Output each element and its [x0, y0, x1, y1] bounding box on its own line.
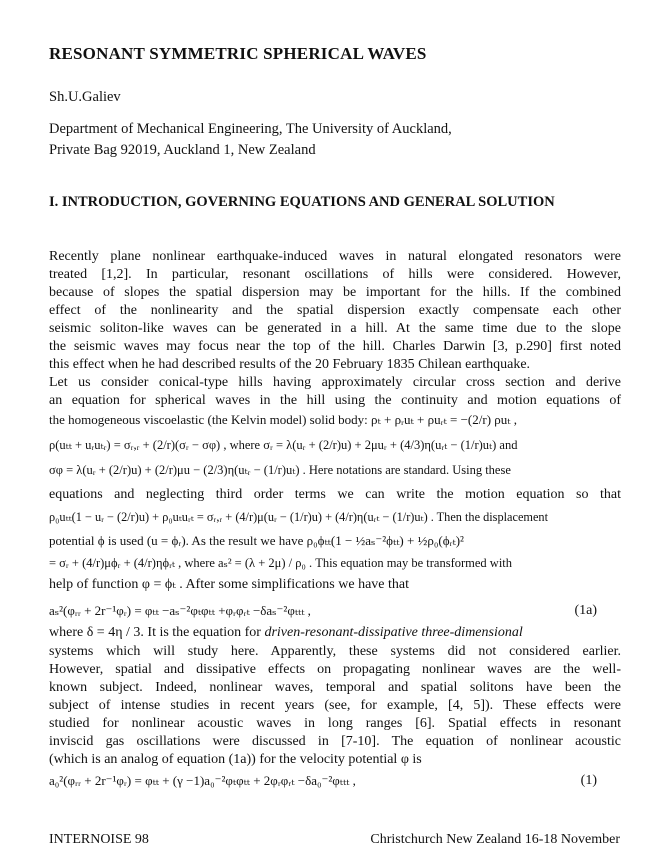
body-line-math: potential ϕ is used (u = ϕᵣ). As the result we have ρ₀ϕₜₜ(1 − ½aₛ⁻²ϕₜₜ) + ½ρ₀(ϕᵣₜ)²: [49, 533, 464, 548]
body-line: an equation for spherical waves in the hill using the continuity and motion equations of: [49, 393, 621, 408]
body-line: this effect when he had described results of the 20 February 1835 Chilean earthquake.: [49, 357, 531, 372]
body-line: subject of intense studies in recent years (see, for example, [4, 5]). These effects were: [49, 698, 621, 713]
paper-title: RESONANT SYMMETRIC SPHERICAL WAVES: [49, 44, 427, 63]
body-line-math: σφ = λ(uᵣ + (2/r)u) + (2/r)μu − (2/3)η(uₜᵣ − (1/r)uₜ) . Here notations are standard. Using these: [49, 463, 511, 477]
equation-1-number: (1): [580, 773, 597, 788]
equation-1: a₀²(φᵣᵣ + 2r⁻¹φᵣ) = φₜₜ + (γ −1)a₀⁻²φₜφₜₜ + 2φᵣφᵣₜ −δa₀⁻²φₜₜₜ ,: [49, 773, 356, 788]
body-line-math: ρ(uₜₜ + uᵣuₜᵣ) = σᵣ,ᵣ + (2/r)(σᵣ − σφ) , where σᵣ = λ(uᵣ + (2/r)u) + 2μuᵣ + (4/3)η(uᵣₜ − (1/r)uₜ) and: [49, 438, 518, 452]
body-line: Let us consider conical-type hills having approximately circular cross section and derive: [49, 375, 621, 390]
body-line-math: ρ₀uₜₜ(1 − uᵣ − (2/r)u) + ρ₀uₜuᵣₜ = σᵣ,ᵣ + (4/r)μ(uᵣ − (1/r)u) + (4/r)η(uᵣₜ − (1/r)uₜ) . Then the displacement: [49, 510, 548, 524]
affiliation-line-2: Private Bag 92019, Auckland 1, New Zealand: [49, 142, 316, 158]
body-line: the seismic waves may focus near the top of the hill. Charles Darwin [3, p.290] first noted: [49, 339, 621, 354]
body-line-start: where δ = 4η / 3. It is the equation for: [49, 625, 261, 640]
section-heading: I. INTRODUCTION, GOVERNING EQUATIONS AND GENERAL SOLUTION: [49, 194, 555, 210]
body-line: seismic soliton-like waves can be generated in a hill. At the same time due to the slope: [49, 321, 621, 336]
body-line-math: = σᵣ + (4/r)μϕᵣ + (4/r)ηϕᵣₜ , where aₛ² = (λ + 2μ) / ρ₀ . This equation may be transformed with: [49, 556, 513, 570]
body-line: inviscid gas oscillations were discussed in [7-10]. The equation of nonlinear acoustic: [49, 734, 621, 749]
body-line: systems which will study here. Apparently, these systems did not considered earlier.: [49, 644, 621, 659]
author-name: Sh.U.Galiev: [49, 89, 121, 105]
body-line: help of function φ = ϕₜ . After some simplifications we have that: [49, 577, 409, 592]
affiliation-line-1: Department of Mechanical Engineering, The University of Auckland,: [49, 121, 452, 137]
body-line: equations and neglecting third order terms we can write the motion equation so that: [49, 487, 621, 502]
body-line: However, spatial and dissipative effects on propagating nonlinear waves are the well-: [49, 662, 621, 677]
footer-left: INTERNOISE 98: [49, 832, 149, 847]
body-line: because of slopes the spatial dispersion may be important for the hills. If the combined: [49, 285, 621, 300]
footer-right: Christchurch New Zealand 16-18 November: [370, 832, 620, 847]
body-line: Recently plane nonlinear earthquake-induced waves in natural elongated resonators were: [49, 249, 621, 264]
body-line: (which is an analog of equation (1a)) for the velocity potential φ is: [49, 752, 422, 767]
body-line-emphasis: driven-resonant-dissipative three-dimensional: [264, 625, 523, 640]
body-line: effect of the nonlinearity and the spatial dispersion exactly compensate each other: [49, 303, 621, 318]
equation-1a: aₛ²(φᵣᵣ + 2r⁻¹φᵣ) = φₜₜ −aₛ⁻²φₜφₜₜ +φᵣφᵣₜ −δaₛ⁻²φₜₜₜ ,: [49, 603, 311, 618]
body-line: known subject. Indeed, nonlinear waves, temporal and spatial solitons have been the: [49, 680, 621, 695]
body-line: [49, 624, 523, 642]
body-line: studied for nonlinear acoustic waves in long ranges [6]. Spatial effects in resonant: [49, 716, 621, 731]
body-line-math: the homogeneous viscoelastic (the Kelvin model) solid body: ρₜ + ρᵣuₜ + ρuᵣₜ = −(2/r) ρuₜ ,: [49, 412, 517, 427]
body-line: treated [1,2]. In particular, resonant oscillations of hills were considered. However,: [49, 267, 621, 282]
equation-1a-number: (1a): [574, 603, 597, 618]
